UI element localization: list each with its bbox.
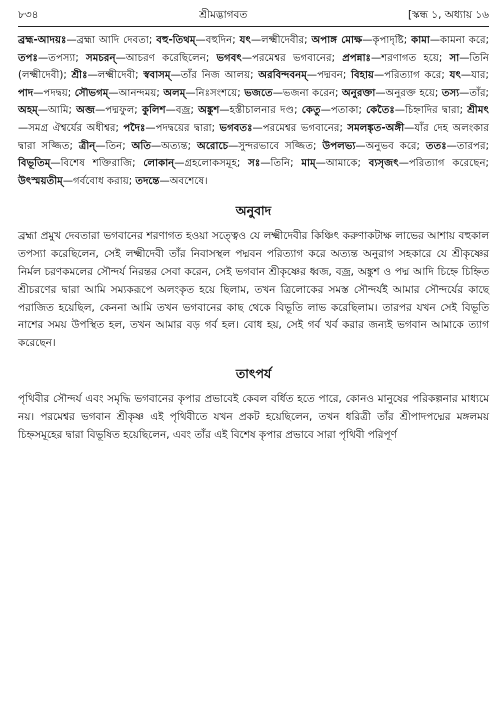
synonym-meaning: গর্ববোধ করায়; <box>73 175 133 187</box>
page-header <box>18 8 489 27</box>
synonym-meaning: পরমেশ্বর ভগবানের; <box>262 122 343 134</box>
synonym-meaning: হস্তীচালনার দণ্ড; <box>229 105 298 117</box>
synonym-term: উৎস্ময়তীম্ <box>18 175 63 187</box>
synonym-term: কেতু <box>301 105 321 117</box>
synonym-term: সা <box>449 52 460 64</box>
synonym-term: ব্রহ্ম-আদয়ঃ <box>18 35 67 46</box>
synonym-meaning: পরমেশ্বর ভগবানের; <box>252 52 336 64</box>
synonym-term: তদন্তে <box>135 175 160 187</box>
synonym-term: পদৈঃ <box>123 122 146 134</box>
synonym-meaning: অনুরক্ত হয়ে; <box>385 87 439 99</box>
purport-text: পৃথিবীর সৌন্দর্য এবং সমৃদ্ধি ভগবানের কৃপার প্রভাবেই কেবল বর্ধিত হতে পারে, কোনও মানুষের পরিকল্পনার মাধ্যমে নয়। পরমেশ্বর ভগবান শ্রীকৃষ্ণ এই পৃথিবীতে যখন প্রকট হয়েছিলেন, তখন ধরিত্রী তাঁর শ্রীপাদপদ্মের মঙ্গলময় চিহ্নসমূহের দ্বারা বিভূষিত হয়েছিলেন, এবং তাঁর এই বিশেষ কৃপার প্রভাবে সারা পৃথিবী পরিপূর্ণ <box>18 392 489 441</box>
synonym-term: ব্যসৃজৎ <box>368 158 399 170</box>
synonym-term: শ্রীঃ <box>71 70 88 82</box>
synonym-term: ভজতে <box>244 87 273 99</box>
synonym-meaning: তারপর; <box>456 140 489 152</box>
synonym-meaning: পদ্মফুল; <box>105 105 138 117</box>
synonym-meaning: সুন্দরভাবে সজ্জিত; <box>238 140 317 152</box>
synonym-meaning: যার; <box>471 70 489 82</box>
synonym-meaning: পরিত্যাগ করেছেন; <box>408 158 489 170</box>
synonym-term: সমচরন্ <box>86 52 116 64</box>
synonym-meaning: অবশেষে। <box>169 175 208 187</box>
synonym-meaning: তপস্যা; <box>48 52 79 64</box>
synonym-meaning: অনুভব করে; <box>365 140 420 152</box>
synonym-meaning: লক্ষ্মীদেবী; <box>97 70 139 82</box>
synonym-term: শ্রীমৎ <box>467 105 489 117</box>
synonym-term: লোকান্ <box>143 158 175 170</box>
synonym-meaning: কৃপাদৃষ্টি; <box>372 35 408 46</box>
synonym-meaning: তাঁর নিজ আলয়; <box>180 70 254 82</box>
purport-heading: তাৎপর্য <box>235 365 272 381</box>
synonym-term: সমলঙ্কৃত-অঙ্গী <box>347 122 405 134</box>
synonym-term: অব্জ <box>76 105 96 117</box>
synonym-term: সৌভগম্ <box>74 87 109 99</box>
synonym-meaning: তিনি; <box>270 158 294 170</box>
synonym-term: বিভূতিম্ <box>18 158 51 170</box>
synonym-term: উপলভ্য <box>322 140 356 152</box>
synonym-meaning: বিশেষ শক্তিরাজি; <box>60 158 136 170</box>
synonym-meaning: পদদ্বয়ের দ্বারা; <box>155 122 216 134</box>
synonym-term: অপাঙ্গ মোক্ষ <box>311 35 363 46</box>
synonym-meaning: পদ্মবন; <box>317 70 347 82</box>
synonym-meaning: ব্রহ্মা আদি দেবতা; <box>76 35 153 46</box>
synonym-meaning: সমগ্র ঐশ্বর্যের অধীশ্বর; <box>28 122 119 134</box>
synonym-meaning: যাঁর দেহ অলংকার দ্বারা সজ্জিত; <box>18 122 489 152</box>
synonym-term: অনুরক্তা <box>341 87 376 99</box>
synonym-term: মাম্ <box>301 158 316 170</box>
synonym-term: তপঃ <box>18 52 38 64</box>
synonym-meaning: বহুদিন; <box>205 35 236 46</box>
synonym-term: অরোচে <box>197 140 229 152</box>
synonym-meaning: লক্ষ্মীদেবীর; <box>261 35 308 46</box>
synonym-term: ত্রীন্ <box>78 140 96 152</box>
synonym-term: অহম্ <box>18 105 38 117</box>
synonym-term: অলম্ <box>163 87 186 99</box>
synonym-meaning: নিঃসংশয়ে; <box>195 87 241 99</box>
synonym-term: সঃ <box>248 158 261 170</box>
synonym-term: ভগবতঃ <box>219 122 253 134</box>
synonym-term: অতি <box>131 140 151 152</box>
book-title: শ্রীমদ্ভাগবত <box>199 9 248 21</box>
synonym-term: পাদ <box>18 87 34 99</box>
translation-text: ব্রহ্মা প্রমুখ দেবতারা ভগবানের শরণাগত হওয়া সত্ত্বেও যে লক্ষ্মীদেবীর কিঞ্চিৎ করুণাকটাক্ষ লাভের আশায় বহুকাল তপস্যা করেছিলেন, সেই লক্ষ্মীদেবী তাঁর নিবাসস্থল পদ্মবন পরিত্যাগ করে অত্যন্ত অনুরাগ সহকারে যে শ্রীকৃষ্ণের নির্মল চরণকমলের সৌন্দর্য নিরন্তর সেবা করেন, সেই ভগবান শ্রীকৃষ্ণের ধ্বজ, বজ্র, অঙ্কুশ ও পদ্ম আদি চিহ্নে চিহ্নিত শ্রীচরণের দ্বারা আমি সম্যকরূপে অলংকৃত হয়ে ছিলাম, তখন ত্রিলোকের সমস্ত সৌন্দর্যই আমার সৌন্দর্যের কাছে পরাজিত হয়েছিল, কেননা আমি তখন ভগবানের কাছ থেকে বিভূতি লাভ করেছিলাম। তারপর যখন সেই বিভূতি নাশের সময় উপস্থিত হল, তখন আমার বড় গর্ব হল। বোধ হয়, সেই গর্ব খর্ব করার জন্যই ভগবান আমাকে ত্যাগ করেছেন। <box>18 230 489 350</box>
synonym-term: বিহায় <box>351 70 374 82</box>
synonym-meaning: তিন; <box>105 140 126 152</box>
canto-chapter-label: [স্কন্ধ ১, অধ্যায় ১৬ <box>407 9 489 21</box>
synonym-meaning: ভজনা করেন; <box>282 87 339 99</box>
synonym-meaning: আচরণ করেছিলেন; <box>125 52 210 64</box>
synonym-meaning: আনন্দময়; <box>118 87 160 99</box>
synonym-meaning: শরণাগত হয়ে; <box>381 52 443 64</box>
synonym-term: বহু-তিথম্ <box>156 35 196 46</box>
synonym-term: অরবিন্দবনম্ <box>258 70 307 82</box>
synonym-term: যৎ <box>239 35 251 46</box>
word-for-word-synonyms: ব্রহ্ম-আদয়ঃ—ব্রহ্মা আদি দেবতা; বহু-তিথম্—বহুদিন; যৎ—লক্ষ্মীদেবীর; অপাঙ্গ মোক্ষ—কৃপাদৃষ্টি; কামা—কামনা করে; তপঃ—তপস্যা; সমচরন্—আচরণ করেছিলেন; ভগবৎ—পরমেশ্বর ভগবানের; প্রপন্নাঃ—শরণাগত হয়ে; সা—তিনি (লক্ষ্মীদেবী); শ্রীঃ—লক্ষ্মীদেবী; স্ববাসম্—তাঁর নিজ আলয়; অরবিন্দবনম্—পদ্মবন; বিহায়—পরিত্যাগ করে; যৎ—যার; পাদ—পদদ্বয়; সৌভগম্—আনন্দময়; অলম্—নিঃসংশয়ে; ভজতে—ভজনা করেন; অনুরক্তা—অনুরক্ত হয়ে; তস্য—তাঁর; অহম্—আমি; অব্জ—পদ্মফুল; কুলিশ—বজ্র; অঙ্কুশ—হস্তীচালনার দণ্ড; কেতু—পতাকা; কেতৈঃ—চিহ্নাদির দ্বারা; শ্রীমৎ—সমগ্র ঐশ্বর্যের অধীশ্বর; পদৈঃ—পদদ্বয়ের দ্বারা; ভগবতঃ—পরমেশ্বর ভগবানের; সমলঙ্কৃত-অঙ্গী—যাঁর দেহ অলংকার দ্বারা সজ্জিত; ত্রীন্—তিন; অতি—অত্যন্ত; অরোচে—সুন্দরভাবে সজ্জিত; উপলভ্য—অনুভব করে; ততঃ—তারপর; বিভূতিম্—বিশেষ শক্তিরাজি; লোকান্—গ্রহলোকসমূহ; সঃ—তিনি; মাম্—আমাকে; ব্যসৃজৎ—পরিত্যাগ করেছেন; উৎস্ময়তীম্—গর্ববোধ করায়; তদন্তে—অবশেষে। <box>18 35 490 187</box>
synonym-term: কুলিশ <box>142 105 166 117</box>
synonym-meaning: তিনি (লক্ষ্মীদেবী); <box>18 52 489 82</box>
synonym-meaning: চিহ্নাদির দ্বারা; <box>404 105 464 117</box>
synonym-term: কামা <box>411 35 430 46</box>
synonym-meaning: আমি; <box>48 105 72 117</box>
synonym-meaning: তাঁর; <box>469 87 489 99</box>
page-number: ৮৩৪ <box>18 9 39 21</box>
synonym-meaning: অত্যন্ত; <box>161 140 192 152</box>
synonym-term: প্রপন্নাঃ <box>342 52 371 64</box>
translation-heading: অনুবাদ <box>235 203 272 219</box>
synonym-term: অঙ্কুশ <box>198 105 220 117</box>
synonym-term: তস্য <box>441 87 460 99</box>
synonym-term: কেতৈঃ <box>366 105 395 117</box>
synonym-meaning: কামনা করে; <box>440 35 490 46</box>
synonym-meaning: আমাকে; <box>325 158 361 170</box>
synonym-meaning: পদদ্বয়; <box>43 87 72 99</box>
synonym-meaning: বজ্র; <box>175 105 194 117</box>
synonym-term: ভগবৎ <box>216 52 242 64</box>
synonym-term: যৎ <box>449 70 461 82</box>
synonym-meaning: পতাকা; <box>330 105 362 117</box>
synonym-term: ততঃ <box>425 140 447 152</box>
synonym-meaning: গ্রহলোকসমূহ; <box>184 158 241 170</box>
synonym-term: স্ববাসম্ <box>143 70 171 82</box>
synonym-meaning: পরিত্যাগ করে; <box>384 70 445 82</box>
